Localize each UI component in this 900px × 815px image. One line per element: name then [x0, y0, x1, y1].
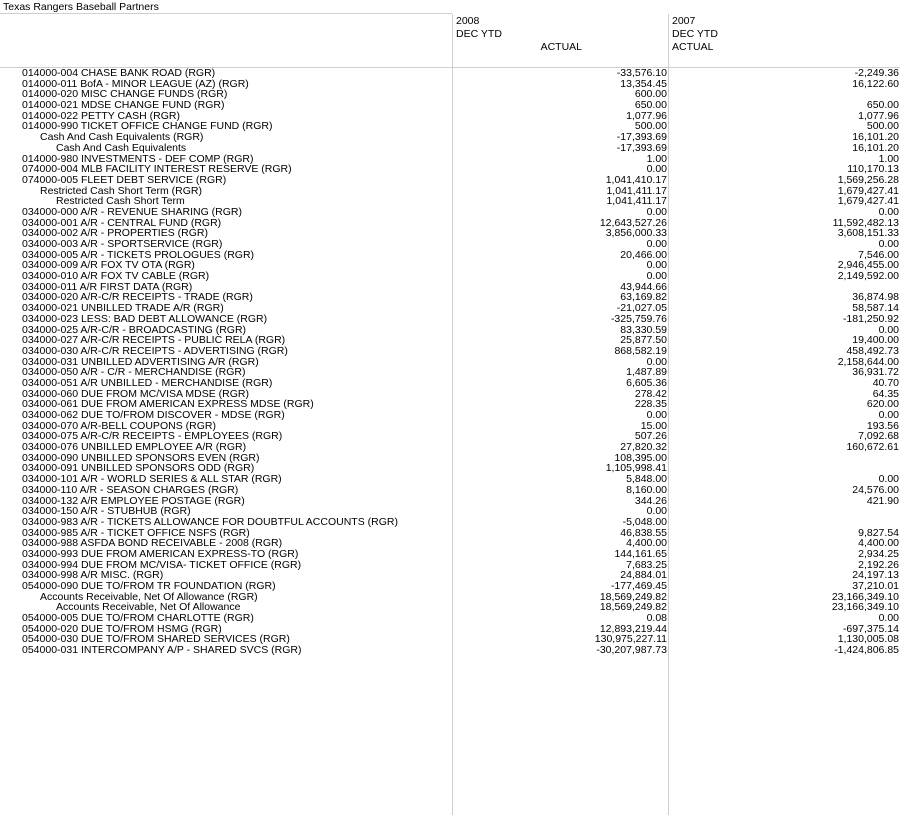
account-label: 034000-075 A/R-C/R RECEIPTS - EMPLOYEES (RGR) — [22, 431, 283, 443]
account-label: 034000-011 A/R FIRST DATA (RGR) — [22, 281, 193, 293]
value-2008: 1,041,410.17 — [605, 173, 667, 186]
value-2007: 40.70 — [872, 376, 899, 389]
value-2007: 37,210.01 — [852, 580, 899, 592]
value-2008: 868,582.19 — [614, 344, 667, 357]
value-2008: 144,161.65 — [614, 547, 667, 560]
table-row[interactable] — [0, 453, 900, 464]
value-2008: 650.00 — [634, 99, 667, 112]
value-2008: 1,105,998.41 — [605, 462, 667, 475]
value-2008: 600.00 — [634, 88, 667, 101]
table-row[interactable] — [0, 121, 900, 132]
value-2007: 458,492.73 — [846, 344, 899, 357]
table-row[interactable] — [0, 474, 900, 485]
value-2007: 1,679,427.41 — [837, 195, 899, 208]
value-2007: 16,122.60 — [852, 77, 899, 90]
table-row[interactable] — [0, 602, 900, 613]
account-label: 034000-030 A/R-C/R RECEIPTS - ADVERTISING (RGR) — [22, 345, 288, 357]
table-row[interactable] — [0, 560, 900, 571]
table-row[interactable] — [0, 186, 900, 197]
value-2008: 0.08 — [646, 612, 667, 625]
value-2007: 2,946,455.00 — [837, 259, 899, 272]
table-row[interactable] — [0, 325, 900, 336]
table-row[interactable] — [0, 207, 900, 218]
table-row[interactable] — [0, 485, 900, 496]
table-row[interactable] — [0, 645, 900, 656]
account-label: 014000-980 INVESTMENTS - DEF COMP (RGR) — [22, 153, 254, 165]
value-2007: 23,166,349.10 — [831, 601, 899, 614]
account-label: 034000-983 A/R - TICKETS ALLOWANCE FOR DOUBTFUL ACCOUNTS (RGR) — [22, 516, 398, 528]
account-label: 034000-091 UNBILLED SPONSORS ODD (RGR) — [22, 463, 255, 475]
table-row[interactable] — [0, 592, 900, 603]
table-row[interactable] — [0, 613, 900, 624]
value-2007: 36,874.98 — [852, 291, 899, 304]
account-label: 034000-985 A/R - TICKET OFFICE NSFS (RGR) — [22, 527, 250, 539]
value-2008: 0.00 — [646, 205, 667, 218]
value-2007: 650.00 — [866, 99, 899, 112]
table-row[interactable] — [0, 335, 900, 346]
account-label: 034000-031 UNBILLED ADVERTISING A/R (RGR) — [22, 356, 259, 368]
account-label: 034000-110 A/R - SEASON CHARGES (RGR) — [22, 484, 239, 496]
table-row[interactable] — [0, 410, 900, 421]
table-row[interactable] — [0, 314, 900, 325]
account-label: 034000-070 A/R-BELL COUPONS (RGR) — [22, 420, 216, 432]
account-label: 074000-005 FLEET DEBT SERVICE (RGR) — [22, 174, 227, 186]
table-row[interactable] — [0, 506, 900, 517]
value-2008: 500.00 — [634, 120, 667, 133]
value-2007: 36,931.72 — [852, 366, 899, 379]
value-2008: 344.26 — [634, 494, 667, 507]
value-2008: 1,041,411.17 — [606, 184, 667, 197]
value-2007: 1,569,256.28 — [837, 173, 899, 186]
account-label: 014000-022 PETTY CASH (RGR) — [22, 110, 180, 122]
table-row[interactable] — [0, 549, 900, 560]
value-2008: 0.00 — [646, 355, 667, 368]
account-label: 034000-061 DUE FROM AMERICAN EXPRESS MDSE (RGR) — [22, 399, 314, 411]
table-row[interactable] — [0, 538, 900, 549]
value-2008: 1,487.89 — [626, 366, 667, 379]
account-label: 054000-020 DUE TO/FROM HSMG (RGR) — [22, 623, 222, 635]
value-2007: 1,077.96 — [858, 109, 899, 122]
table-row[interactable] — [0, 282, 900, 293]
table-row[interactable] — [0, 367, 900, 378]
value-2008: 4,400.00 — [626, 537, 667, 550]
header-type-2007: ACTUAL — [672, 41, 714, 53]
table-row[interactable] — [0, 496, 900, 507]
value-2008: 12,643,527.26 — [599, 216, 667, 229]
value-2007: 0.00 — [878, 205, 899, 218]
value-2007: 500.00 — [866, 120, 899, 133]
company-name: Texas Rangers Baseball Partners — [0, 0, 452, 14]
table-row[interactable] — [0, 228, 900, 239]
value-2007: 1,130,005.08 — [837, 633, 899, 646]
account-label: 034000-020 A/R-C/R RECEIPTS - TRADE (RGR) — [22, 292, 253, 304]
account-label: 034000-076 UNBILLED EMPLOYEE A/R (RGR) — [22, 442, 247, 453]
table-row[interactable] — [0, 89, 900, 100]
value-2008: 1,041,411.17 — [606, 195, 667, 208]
account-label: Accounts Receivable, Net Of Allowance (RGR) — [40, 591, 258, 603]
table-row[interactable] — [0, 175, 900, 186]
value-2007: 2,192.26 — [858, 558, 899, 571]
value-2008: 63,169.82 — [620, 291, 667, 304]
value-2008: 15.00 — [640, 419, 667, 432]
value-2007: 23,166,349.10 — [831, 590, 899, 603]
value-2008: -17,393.69 — [616, 131, 667, 144]
table-row[interactable] — [0, 399, 900, 410]
value-2008: -21,027.05 — [616, 302, 667, 315]
value-2008: -5,048.00 — [622, 515, 667, 528]
table-row[interactable] — [0, 463, 900, 474]
value-2008: 3,856,000.33 — [605, 227, 667, 240]
report-rows — [0, 68, 900, 656]
account-label: 034000-001 A/R - CENTRAL FUND (RGR) — [22, 217, 222, 229]
account-label: 054000-090 DUE TO/FROM TR FOUNDATION (RGR) — [22, 581, 276, 592]
account-label: 014000-011 BofA - MINOR LEAGUE (AZ) (RGR) — [22, 78, 249, 90]
value-2007: -181,250.92 — [842, 312, 899, 325]
value-2007: 2,934.25 — [858, 547, 899, 560]
column-header-2007 — [668, 14, 900, 68]
value-2008: 130,975,227.11 — [594, 633, 667, 646]
value-2007: 1.00 — [878, 152, 899, 165]
table-row[interactable] — [0, 357, 900, 368]
value-2008: 0.00 — [646, 409, 667, 421]
table-row[interactable] — [0, 346, 900, 357]
value-2007: 160,672.61 — [846, 441, 899, 454]
account-label: 034000-060 DUE FROM MC/VISA MDSE (RGR) — [22, 388, 249, 400]
value-2008: 228.35 — [634, 398, 667, 411]
header-year-2008: 2008 — [456, 15, 480, 27]
value-2008: 24,884.01 — [620, 569, 667, 582]
value-2008: 7,683.25 — [626, 558, 667, 571]
table-row[interactable] — [0, 260, 900, 271]
account-label: 034000-010 A/R FOX TV CABLE (RGR) — [22, 271, 210, 282]
value-2007: 11,592,482.13 — [832, 216, 899, 229]
table-row[interactable] — [0, 218, 900, 229]
account-label: 034000-021 UNBILLED TRADE A/R (RGR) — [22, 303, 224, 314]
value-2007: 19,400.00 — [852, 334, 899, 347]
account-label: 014000-990 TICKET OFFICE CHANGE FUND (RGR) — [22, 121, 273, 133]
value-2008: 8,160.00 — [626, 483, 667, 496]
value-2007: -697,375.14 — [842, 622, 899, 635]
value-2007: 110,170.13 — [847, 163, 899, 176]
value-2007: 1,679,427.41 — [837, 184, 899, 197]
account-label: 054000-005 DUE TO/FROM CHARLOTTE (RGR) — [22, 613, 254, 624]
value-2007: 16,101.20 — [852, 141, 899, 154]
table-row[interactable] — [0, 528, 900, 539]
value-2007: 421.90 — [866, 494, 899, 507]
table-row[interactable] — [0, 79, 900, 90]
value-2008: 6,605.36 — [626, 376, 667, 389]
value-2008: 20,466.00 — [620, 248, 667, 261]
table-row[interactable] — [0, 581, 900, 592]
table-row[interactable] — [0, 143, 900, 154]
account-label: 034000-005 A/R - TICKETS PROLOGUES (RGR) — [22, 249, 255, 261]
account-label: 034000-062 DUE TO/FROM DISCOVER - MDSE (RGR) — [22, 410, 285, 421]
account-label: 054000-031 INTERCOMPANY A/P - SHARED SVCS (RGR) — [22, 645, 302, 656]
table-row[interactable] — [0, 250, 900, 261]
value-2007: 3,608,151.33 — [837, 227, 899, 240]
header-year-2007: 2007 — [672, 15, 696, 27]
value-2008: 278.42 — [634, 387, 667, 400]
table-row[interactable] — [0, 517, 900, 528]
account-label: 034000-009 A/R FOX TV OTA (RGR) — [22, 260, 195, 272]
account-label: 034000-993 DUE FROM AMERICAN EXPRESS-TO (RGR) — [22, 548, 299, 560]
table-row[interactable] — [0, 634, 900, 645]
account-label: 034000-988 ASFDA BOND RECEIVABLE - 2008 (RGR) — [22, 538, 283, 549]
value-2007: 193.56 — [866, 419, 899, 432]
value-2008: -17,393.69 — [616, 141, 667, 154]
table-row[interactable] — [0, 164, 900, 175]
account-label: Accounts Receivable, Net Of Allowance — [56, 602, 241, 614]
value-2008: 0.00 — [646, 259, 667, 272]
account-label: 034000-051 A/R UNBILLED - MERCHANDISE (RGR) — [22, 377, 273, 389]
table-row[interactable] — [0, 111, 900, 122]
value-2007: 2,149,592.00 — [837, 270, 899, 283]
value-2007: 0.00 — [878, 612, 899, 625]
table-row[interactable] — [0, 389, 900, 400]
value-2008: 0.00 — [646, 163, 667, 176]
account-label: Restricted Cash Short Term (RGR) — [40, 185, 203, 197]
value-2007: 4,400.00 — [858, 537, 899, 550]
value-2008: -33,576.10 — [616, 67, 667, 79]
value-2007: 9,827.54 — [858, 526, 899, 539]
value-2007: 58,587.14 — [852, 302, 899, 315]
value-2007: 2,158,644.00 — [837, 355, 899, 368]
value-2008: 0.00 — [646, 238, 667, 250]
account-label: 034000-002 A/R - PROPERTIES (RGR) — [22, 228, 208, 240]
header-type-2008: ACTUAL — [540, 41, 582, 53]
value-2007: 7,546.00 — [858, 248, 899, 261]
table-row[interactable] — [0, 624, 900, 635]
account-label: 034000-025 A/R-C/R - BROADCASTING (RGR) — [22, 324, 247, 336]
account-label: Cash And Cash Equivalents (RGR) — [40, 132, 204, 143]
table-row[interactable] — [0, 431, 900, 442]
value-2008: 27,820.32 — [620, 441, 667, 454]
value-2007: 24,197.13 — [852, 569, 899, 582]
value-2008: 43,944.66 — [620, 280, 667, 293]
value-2007: 620.00 — [866, 398, 899, 411]
account-label: 034000-150 A/R - STUBHUB (RGR) — [22, 506, 191, 517]
value-2008: -30,207,987.73 — [596, 644, 667, 657]
value-2007: 0.00 — [878, 409, 899, 421]
value-2008: 0.00 — [646, 270, 667, 283]
account-label: 034000-998 A/R MISC. (RGR) — [22, 570, 164, 582]
account-label: 014000-021 MDSE CHANGE FUND (RGR) — [22, 100, 225, 111]
account-label: 034000-027 A/R-C/R RECEIPTS - PUBLIC RELA (RGR) — [22, 335, 286, 346]
account-label: 014000-020 MISC CHANGE FUNDS (RGR) — [22, 89, 228, 101]
table-row[interactable] — [0, 292, 900, 303]
value-2007: 0.00 — [878, 473, 899, 486]
account-label: 074000-004 MLB FACILITY INTEREST RESERVE (RGR) — [22, 164, 292, 175]
table-row[interactable] — [0, 68, 900, 79]
account-label: Cash And Cash Equivalents — [56, 142, 187, 154]
value-2007: 0.00 — [878, 323, 899, 336]
header-period-2007: DEC YTD — [672, 28, 718, 40]
value-2008: 108,395.00 — [614, 451, 667, 464]
account-column-header — [0, 14, 452, 68]
account-label: Restricted Cash Short Term — [56, 196, 185, 207]
table-row[interactable] — [0, 271, 900, 282]
value-2008: -325,759.76 — [610, 312, 667, 325]
account-label: 034000-132 A/R EMPLOYEE POSTAGE (RGR) — [22, 495, 245, 507]
value-2007: 24,576.00 — [852, 483, 899, 496]
table-row[interactable] — [0, 570, 900, 581]
account-label: 054000-030 DUE TO/FROM SHARED SERVICES (RGR) — [22, 634, 290, 646]
value-2007: -1,424,806.85 — [834, 644, 899, 657]
value-2008: 25,877.50 — [620, 334, 667, 347]
account-label: 034000-023 LESS: BAD DEBT ALLOWANCE (RGR) — [22, 313, 268, 325]
value-2007: 0.00 — [878, 238, 899, 250]
account-label: 034000-090 UNBILLED SPONSORS EVEN (RGR) — [22, 452, 260, 464]
table-row[interactable] — [0, 442, 900, 453]
column-header-2008 — [452, 14, 668, 68]
header-period-2008: DEC YTD — [456, 28, 502, 40]
value-2007: 64.35 — [872, 387, 899, 400]
account-label: 034000-003 A/R - SPORTSERVICE (RGR) — [22, 239, 223, 250]
table-row[interactable] — [0, 196, 900, 207]
value-2008: 0.00 — [646, 505, 667, 518]
value-2008: 13,354.45 — [620, 77, 667, 90]
value-2008: 1.00 — [646, 152, 667, 165]
value-2008: 507.26 — [634, 430, 667, 443]
value-2008: 46,838.55 — [620, 526, 667, 539]
account-label: 034000-101 A/R - WORLD SERIES & ALL STAR (RGR) — [22, 474, 282, 485]
account-label: 034000-994 DUE FROM MC/VISA- TICKET OFFICE (RGR) — [22, 559, 302, 571]
value-2008: 18,569,249.82 — [599, 590, 667, 603]
table-row[interactable] — [0, 303, 900, 314]
value-2008: 1,077.96 — [626, 109, 667, 122]
value-2008: 12,893,219.44 — [599, 622, 667, 635]
account-label: 034000-000 A/R - REVENUE SHARING (RGR) — [22, 206, 242, 218]
table-row[interactable] — [0, 378, 900, 389]
value-2007: 7,092.68 — [858, 430, 899, 443]
account-label: 034000-050 A/R - C/R - MERCHANDISE (RGR) — [22, 367, 246, 378]
table-row[interactable] — [0, 421, 900, 432]
value-2008: 5,848.00 — [626, 473, 667, 486]
value-2007: 16,101.20 — [852, 131, 899, 144]
account-label: 014000-004 CHASE BANK ROAD (RGR) — [22, 68, 216, 79]
value-2008: 83,330.59 — [620, 323, 667, 336]
value-2008: 18,569,249.82 — [599, 601, 667, 614]
table-row[interactable] — [0, 132, 900, 143]
table-row[interactable] — [0, 154, 900, 165]
table-row[interactable] — [0, 100, 900, 111]
table-row[interactable] — [0, 239, 900, 250]
value-2007: -2,249.36 — [854, 67, 899, 79]
value-2008: -177,469.45 — [610, 580, 667, 592]
